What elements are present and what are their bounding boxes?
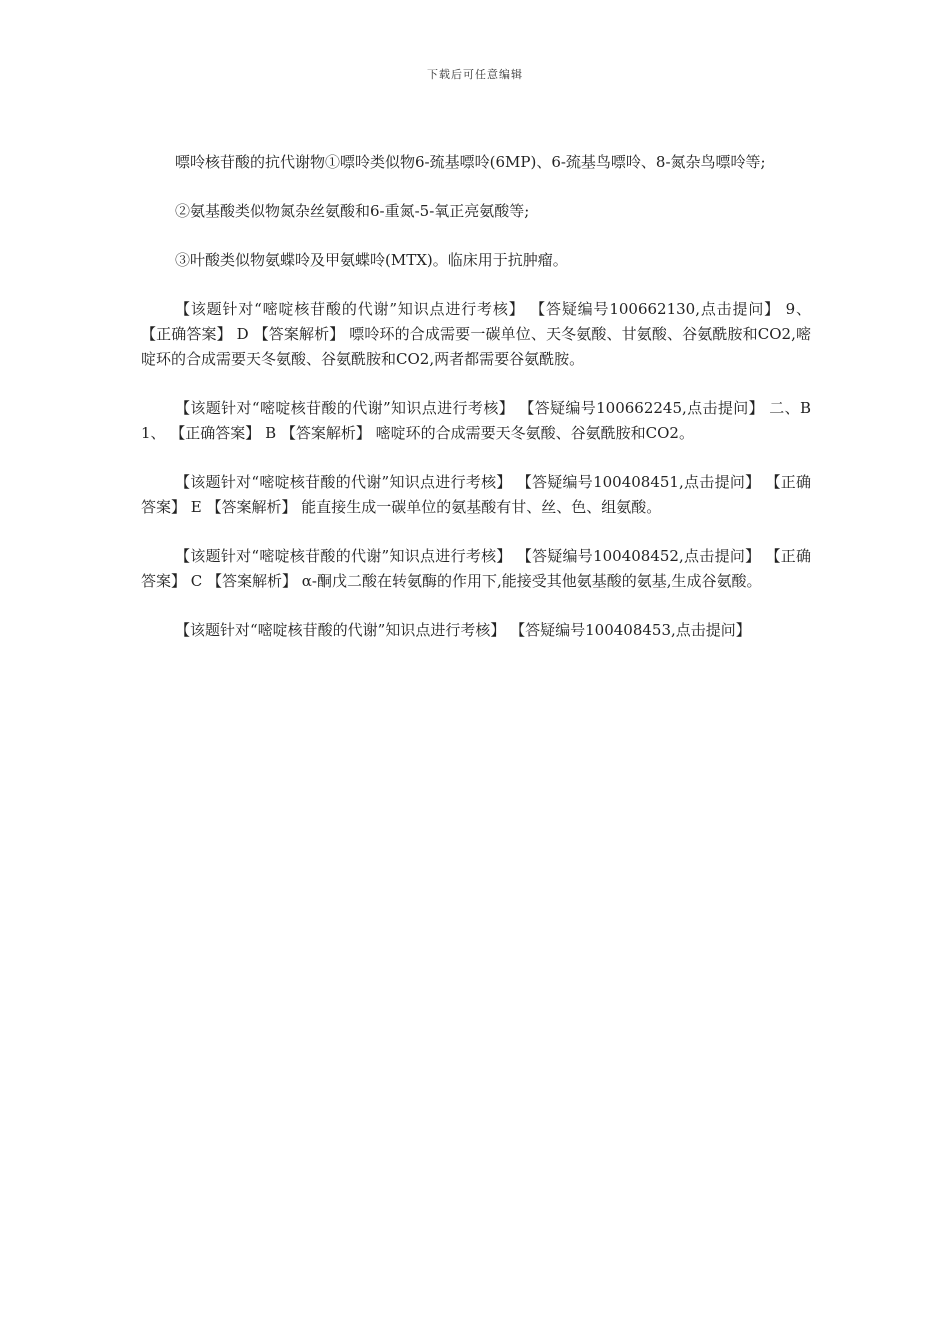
paragraph-answer-9: 【该题针对“嘧啶核苷酸的代谢”知识点进行考核】 【答疑编号100662130,点击提问】 9、 【正确答案】 D 【答案解析】 嘌呤环的合成需要一碳单位、天冬氨酸、甘氨酸、谷氨酰胺和CO2,嘧啶环的合成需要天冬氨酸、谷氨酰胺和CO2,两者都需要谷氨酰胺。 bbox=[141, 300, 811, 368]
document-body bbox=[141, 150, 811, 667]
paragraph-answer-c: 【该题针对“嘧啶核苷酸的代谢”知识点进行考核】 【答疑编号100408452,点击提问】 【正确答案】 C 【答案解析】 α-酮戊二酸在转氨酶的作用下,能接受其他氨基酸的氨基,生成谷氨酸。 bbox=[141, 547, 811, 590]
paragraph-purine-antimetabolites: 嘌呤核苷酸的抗代谢物①嘌呤类似物6-巯基嘌呤(6MP)、6-巯基鸟嘌呤、8-氮杂鸟嘌呤等; bbox=[175, 153, 766, 171]
paragraph-answer-b1: 【该题针对“嘧啶核苷酸的代谢”知识点进行考核】 【答疑编号100662245,点击提问】 二、B 1、 【正确答案】 B 【答案解析】 嘧啶环的合成需要天冬氨酸、谷氨酰胺和CO2。 bbox=[141, 399, 811, 442]
paragraph-question-tag: 【该题针对“嘧啶核苷酸的代谢”知识点进行考核】 【答疑编号100408453,点击提问】 bbox=[175, 621, 751, 639]
paragraph-amino-acid-analogs: ②氨基酸类似物氮杂丝氨酸和6-重氮-5-氧正亮氨酸等; bbox=[175, 202, 530, 220]
page-header: 下载后可任意编辑 bbox=[427, 68, 523, 81]
paragraph-answer-e: 【该题针对“嘧啶核苷酸的代谢”知识点进行考核】 【答疑编号100408451,点击提问】 【正确答案】 E 【答案解析】 能直接生成一碳单位的氨基酸有甘、丝、色、组氨酸。 bbox=[141, 473, 811, 516]
paragraph-folate-analogs: ③叶酸类似物氨蝶呤及甲氨蝶呤(MTX)。临床用于抗肿瘤。 bbox=[175, 251, 568, 269]
